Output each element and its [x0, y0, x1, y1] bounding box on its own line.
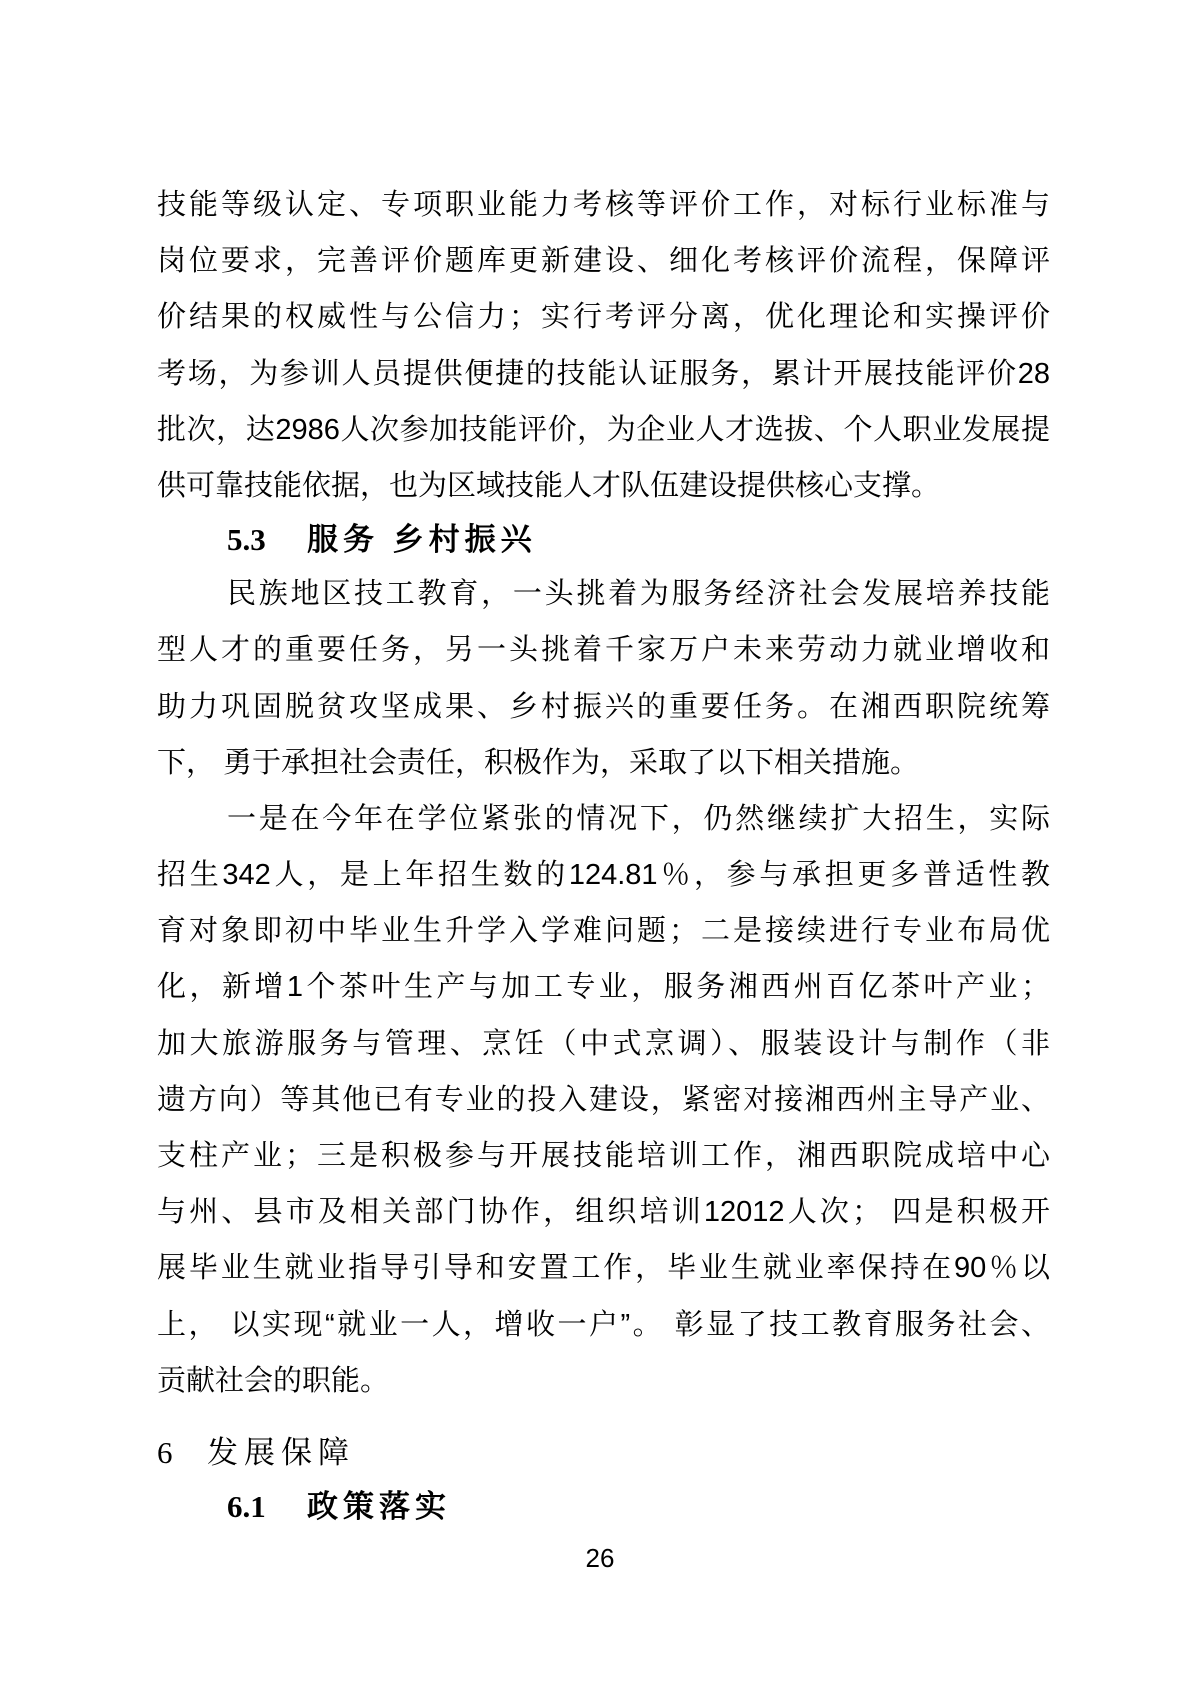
text-line: 供可靠技能依据，也为区域技能人才队伍建设提供核心支撑。	[157, 469, 941, 502]
text-line: 考场，为参训人员提供便捷的技能认证服务，累计开展技能评价28	[157, 357, 1050, 390]
chapter-title: 发展保障	[207, 1434, 355, 1470]
text-line: 下， 勇于承担社会责任，积极作为，采取了以下相关措施。	[157, 746, 920, 779]
text-line: 与州、县市及相关部门协作，组织培训12012人次； 四是积极开	[157, 1196, 1050, 1229]
text-line: 加大旅游服务与管理、烹饪（中式烹调）、服装设计与制作（非	[157, 1027, 1050, 1060]
text-line: 型人才的重要任务，另一头挑着千家万户未来劳动力就业增收和	[157, 634, 1050, 667]
chapter-number: 6	[157, 1434, 173, 1470]
text-line: 化，新增1个茶叶生产与加工专业，服务湘西州百亿茶叶产业；	[157, 971, 1050, 1004]
text-line: 贡献社会的职能。	[157, 1364, 390, 1397]
page-content	[157, 177, 1050, 1533]
section-number: 5.3	[227, 522, 266, 558]
text-line: 支柱产业；三是积极参与开展技能培训工作，湘西职院成培中心	[157, 1140, 1050, 1172]
section-number: 6.1	[227, 1488, 266, 1524]
text-line: 批次，达2986人次参加技能评价，为企业人才选拔、个人职业发展提	[157, 413, 1050, 446]
text-line: 价结果的权威性与公信力；实行考评分离，优化理论和实操评价	[157, 301, 1050, 334]
text-line: 招生342人，是上年招生数的124.81％，参与承担更多普适性教	[157, 859, 1050, 892]
text-line: 一是在今年在学位紧张的情况下，仍然继续扩大招生，实际	[227, 802, 1050, 835]
text-line: 技能等级认定、专项职业能力考核等评价工作，对标行业标准与	[157, 189, 1050, 221]
chapter-heading-6	[157, 1425, 1050, 1481]
section-title: 政策落实	[307, 1488, 451, 1524]
text-line: 上， 以实现“就业一人，增收一户”。 彰显了技工教育服务社会、	[157, 1308, 1050, 1341]
text-line: 岗位要求，完善评价题库更新建设、细化考核评价流程，保障评	[157, 245, 1050, 278]
text-line: 民族地区技工教育，一头挑着为服务经济社会发展培养技能	[227, 578, 1050, 611]
text-line: 遗方向）等其他已有专业的投入建设，紧密对接湘西州主导产业、	[157, 1083, 1050, 1116]
section-heading-5-3	[157, 514, 1050, 566]
section-heading-6-1	[157, 1481, 1050, 1533]
page-number: 26	[585, 1543, 615, 1573]
section-title: 服务 乡村振兴	[307, 522, 537, 558]
text-line: 展毕业生就业指导引导和安置工作，毕业生就业率保持在90％以	[157, 1252, 1050, 1285]
text-line: 育对象即初中毕业生升学入学难问题；二是接续进行专业布局优	[157, 915, 1050, 948]
text-line: 助力巩固脱贫攻坚成果、乡村振兴的重要任务。在湘西职院统筹	[157, 690, 1050, 723]
